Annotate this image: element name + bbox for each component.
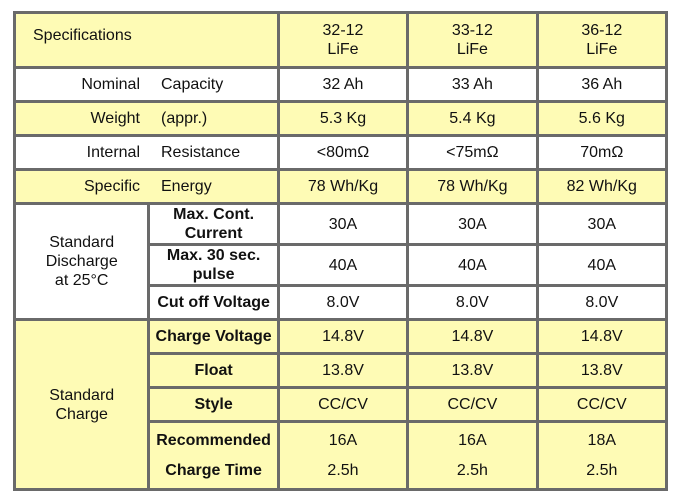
float-value: 13.8V [280,355,406,386]
specifications-table [13,11,668,491]
weight-value: 5.4 Kg [409,103,535,134]
style-label: Style [150,389,276,420]
float-label: Float [150,355,276,386]
style-value: CC/CV [409,389,535,420]
energy-value: 78 Wh/Kg [409,171,535,202]
resistance-value: <80mΩ [280,137,406,168]
recommended-charge-value [280,423,406,488]
charge-voltage-label: Charge Voltage [150,321,276,352]
max-cont-current-value: 30A [409,205,535,243]
max-cont-current-value: 30A [280,205,406,243]
energy-value: 82 Wh/Kg [539,171,665,202]
charge-time: 2.5h [586,461,618,479]
resistance-value: 70mΩ [539,137,665,168]
energy-row [16,171,665,202]
resistance-value: <75mΩ [409,137,535,168]
capacity-value: 36 Ah [539,69,665,100]
header-row [16,14,665,66]
recommended-current: 16A [328,431,358,449]
charge-time: 2.5h [327,461,359,479]
cutoff-voltage-label: Cut off Voltage [150,287,276,318]
resistance-label: Internal Resistance [16,137,277,168]
recommended-label: Recommended [156,431,271,449]
resistance-row [16,137,665,168]
max-pulse-value: 40A [539,246,665,284]
max-pulse-value: 40A [409,246,535,284]
max-pulse-label: Max. 30 sec. pulse [150,246,276,284]
capacity-value: 33 Ah [409,69,535,100]
weight-row [16,103,665,134]
weight-label: Weight (appr.) [16,103,277,134]
recommended-current: 18A [587,431,617,449]
max-cont-current-label: Max. Cont. Current [150,205,276,243]
energy-label: Specific Energy [16,171,277,202]
recommended-charge-value [539,423,665,488]
specifications-heading: Specifications [16,14,277,66]
max-pulse-value: 40A [280,246,406,284]
charge-group-label: Standard Charge [16,321,147,488]
charge-time: 2.5h [456,461,488,479]
charge-voltage-row [16,321,665,352]
weight-value: 5.6 Kg [539,103,665,134]
charge-voltage-value: 14.8V [409,321,535,352]
recommended-charge-label [150,423,276,488]
max-cont-current-value: 30A [539,205,665,243]
model-name: 33-12 [451,22,493,39]
style-value: CC/CV [539,389,665,420]
model-name: 32-12 [322,22,364,39]
float-value: 13.8V [409,355,535,386]
energy-value: 78 Wh/Kg [280,171,406,202]
max-cont-current-row [16,205,665,243]
cutoff-voltage-value: 8.0V [280,287,406,318]
model-36-12-header [539,14,665,66]
cutoff-voltage-value: 8.0V [409,287,535,318]
float-value: 13.8V [539,355,665,386]
charge-voltage-value: 14.8V [280,321,406,352]
model-32-12-header [280,14,406,66]
capacity-label: Nominal Capacity [16,69,277,100]
charge-voltage-value: 14.8V [539,321,665,352]
style-value: CC/CV [280,389,406,420]
model-chemistry: LiFe [327,41,359,58]
capacity-value: 32 Ah [280,69,406,100]
cutoff-voltage-value: 8.0V [539,287,665,318]
charge-time-label: Charge Time [165,461,262,479]
recommended-current: 16A [458,431,487,449]
model-name: 36-12 [581,22,623,39]
discharge-group-label: Standard Discharge at 25°C [16,205,147,318]
weight-value: 5.3 Kg [280,103,406,134]
model-chemistry: LiFe [586,41,618,58]
model-chemistry: LiFe [456,41,488,58]
model-33-12-header [409,14,535,66]
capacity-row [16,69,665,100]
recommended-charge-value [409,423,535,488]
